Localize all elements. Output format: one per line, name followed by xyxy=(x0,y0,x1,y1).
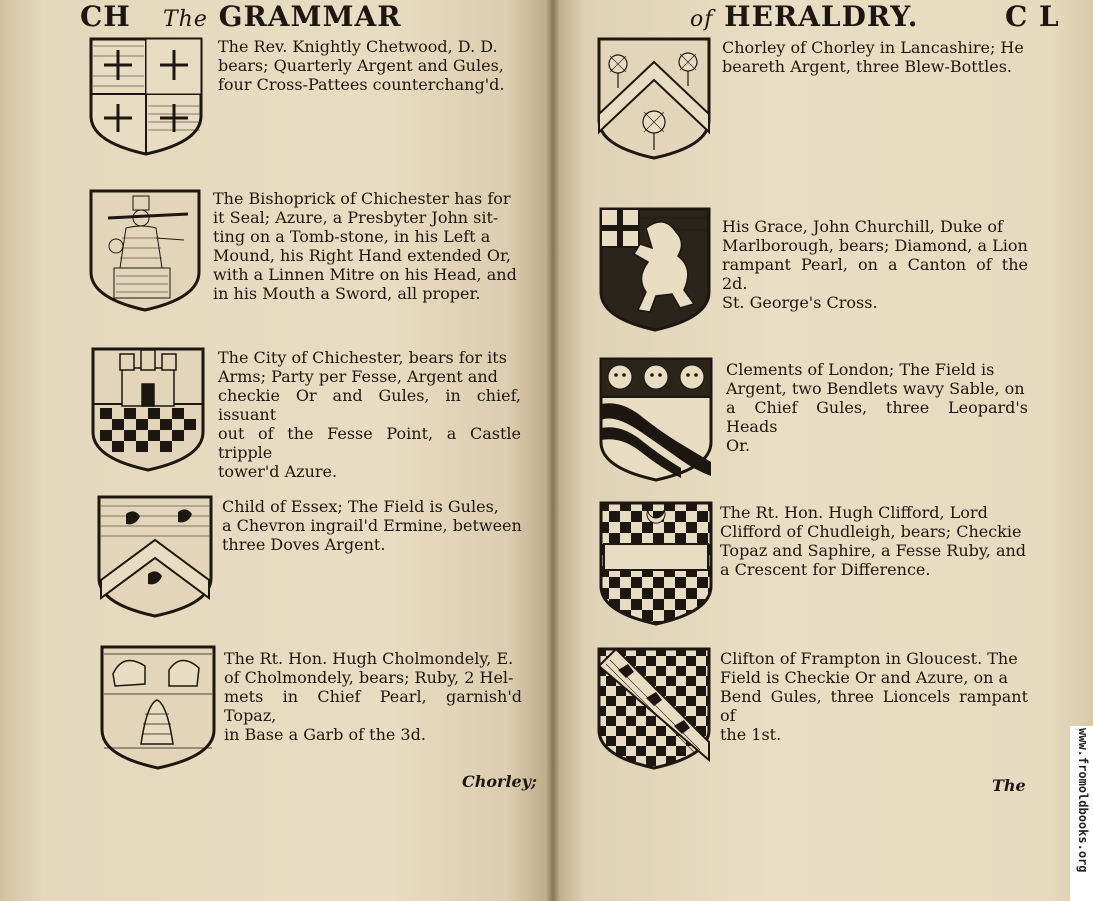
left-catchword: Chorley; xyxy=(462,772,537,791)
entry-city-chichester xyxy=(218,348,521,481)
checkie-bend-lioncels-shield xyxy=(596,646,712,770)
entry-line: Topaz and Saphire, a Fesse Ruby, and xyxy=(720,541,1027,560)
entry-cholmondely xyxy=(224,649,522,744)
helmets-garb-shield xyxy=(99,644,217,770)
left-title: GRAMMAR xyxy=(218,0,402,33)
entry-bishoprick-chichester xyxy=(213,189,521,303)
entry-clements xyxy=(726,360,1028,455)
entry-line: bears; Quarterly Argent and Gules, xyxy=(218,56,504,75)
watermark-text: www.fromoldbooks.org xyxy=(1076,728,1090,873)
entry-line: Arms; Party per Fesse, Argent and xyxy=(218,367,498,386)
entry-churchill xyxy=(722,217,1028,312)
entry-line: Child of Essex; The Field is Gules, xyxy=(222,497,499,516)
entry-line: mets in Chief Pearl, garnish'd Topaz, xyxy=(224,687,522,725)
presbyter-john-shield xyxy=(88,188,202,312)
right-catchword: The xyxy=(992,776,1026,795)
entry-line: a Crescent for Difference. xyxy=(720,560,931,579)
entry-line: Or. xyxy=(726,436,751,455)
entry-line: beareth Argent, three Blew-Bottles. xyxy=(722,57,1012,76)
right-folio: C L xyxy=(1005,0,1060,33)
entry-line: the 1st. xyxy=(720,725,782,744)
entry-line: Field is Checkie Or and Azure, on a xyxy=(720,668,1009,687)
right-title: HERALDRY. xyxy=(724,0,919,33)
entry-line: tower'd Azure. xyxy=(218,462,338,481)
entry-chorley xyxy=(722,38,1028,76)
castle-checkie-shield xyxy=(90,346,206,472)
entry-line: Mound, his Right Hand extended Or, xyxy=(213,246,511,265)
entry-line: ting on a Tomb-stone, in his Left a xyxy=(213,227,491,246)
checkie-fesse-crescent-shield xyxy=(598,500,714,626)
entry-line: out of the Fesse Point, a Castle tripple xyxy=(218,424,521,462)
entry-line: checkie Or and Gules, in chief, issuant xyxy=(218,386,521,424)
entry-line: Clements of London; The Field is xyxy=(726,360,995,379)
lion-canton-shield xyxy=(598,206,712,332)
left-running-head xyxy=(80,0,402,33)
entry-line: rampant Pearl, on a Canton of the 2d. xyxy=(722,255,1028,293)
chevron-doves-shield xyxy=(96,494,214,618)
entry-line: St. George's Cross. xyxy=(722,293,878,312)
entry-line: His Grace, John Churchill, Duke of xyxy=(722,217,1003,236)
leopard-heads-bendlets-shield xyxy=(598,356,714,482)
quarterly-cross-pattees-shield xyxy=(88,36,204,156)
entry-clifford xyxy=(720,503,1028,579)
entry-clifton xyxy=(720,649,1028,744)
left-folio: CH xyxy=(80,0,131,33)
entry-line: The Rt. Hon. Hugh Clifford, Lord xyxy=(720,503,988,522)
chevron-bluebottles-shield xyxy=(596,36,712,160)
entry-line: in his Mouth a Sword, all proper. xyxy=(213,284,481,303)
entry-line: in Base a Garb of the 3d. xyxy=(224,725,426,744)
right-title-small: of xyxy=(690,7,714,32)
entry-line: The Bishoprick of Chichester has for xyxy=(213,189,511,208)
entry-line: a Chevron ingrail'd Ermine, between xyxy=(222,516,522,535)
right-running-head xyxy=(690,0,918,33)
entry-line: Marlborough, bears; Diamond, a Lion xyxy=(722,236,1028,255)
entry-line: four Cross-Pattees counterchang'd. xyxy=(218,75,505,94)
entry-line: Clifton of Frampton in Gloucest. The xyxy=(720,649,1018,668)
entry-line: The City of Chichester, bears for its xyxy=(218,348,507,367)
entry-line: Chorley of Chorley in Lancashire; He xyxy=(722,38,1024,57)
entry-line: The Rev. Knightly Chetwood, D. D. xyxy=(218,37,498,56)
entry-line: a Chief Gules, three Leopard's Heads xyxy=(726,398,1028,436)
entry-line: with a Linnen Mitre on his Head, and xyxy=(213,265,517,284)
entry-line: it Seal; Azure, a Presbyter John sit- xyxy=(213,208,499,227)
watermark xyxy=(1074,728,1093,898)
entry-line: The Rt. Hon. Hugh Cholmondely, E. xyxy=(224,649,514,668)
entry-child-essex xyxy=(222,497,522,554)
entry-line: Argent, two Bendlets wavy Sable, on xyxy=(726,379,1025,398)
book-gutter xyxy=(546,0,560,901)
entry-line: of Cholmondely, bears; Ruby, 2 Hel- xyxy=(224,668,514,687)
entry-line: Clifford of Chudleigh, bears; Checkie xyxy=(720,522,1022,541)
entry-line: three Doves Argent. xyxy=(222,535,386,554)
entry-line: Bend Gules, three Lioncels rampant of xyxy=(720,687,1028,725)
left-title-small: The xyxy=(163,7,208,32)
entry-chetwood xyxy=(218,37,520,94)
